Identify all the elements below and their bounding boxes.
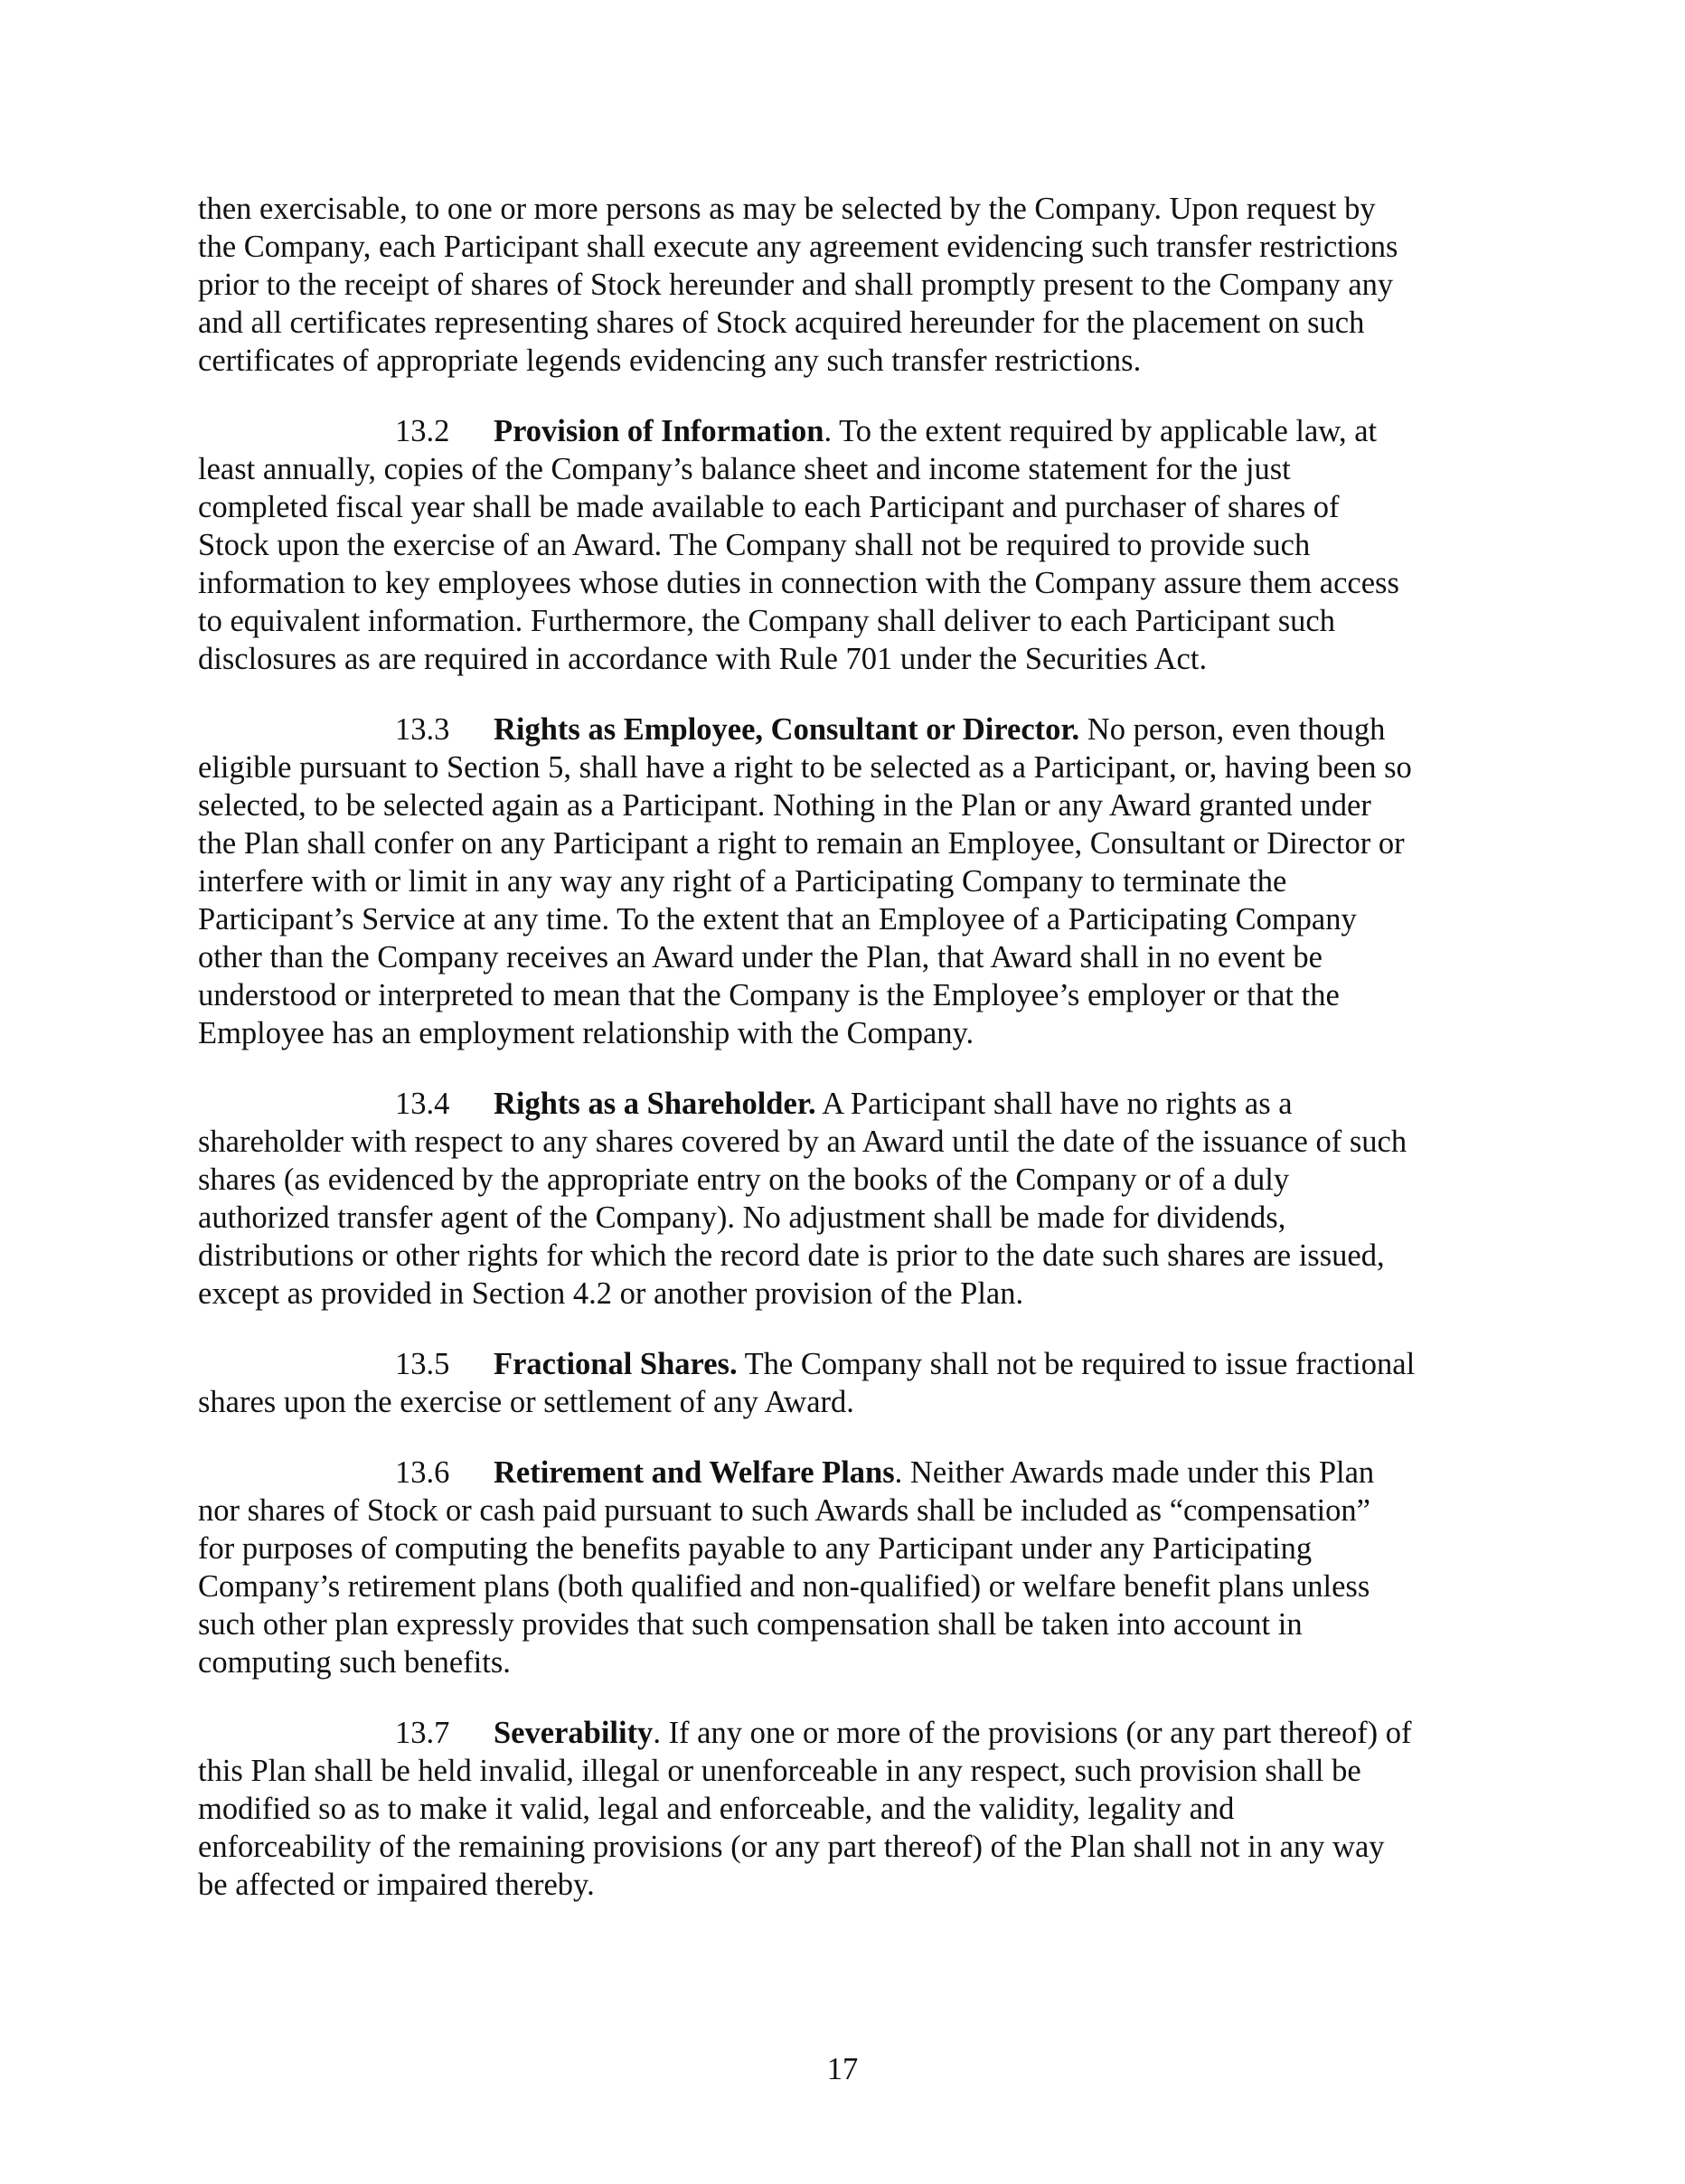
section-first-line	[198, 1085, 1491, 1123]
text-line: prior to the receipt of shares of Stock hereunder and shall promptly present to the Company any	[198, 268, 1394, 302]
text-line: modified so as to make it valid, legal and enforceable, and the validity, legality and	[198, 1792, 1235, 1826]
text-line: Employee has an employment relationship with the Company.	[198, 1016, 974, 1050]
text-line: enforceability of the remaining provisions (or any part thereof) of the Plan shall not in any way	[198, 1830, 1385, 1864]
section-number: 13.2	[395, 414, 450, 448]
text-line: distributions or other rights for which the record date is prior to the date such shares are issued,	[198, 1238, 1385, 1273]
text-line: understood or interpreted to mean that the Company is the Employee’s employer or that the	[198, 978, 1340, 1012]
text-line: selected, to be selected again as a Participant. Nothing in the Plan or any Award granted under	[198, 788, 1371, 823]
text-line: interfere with or limit in any way any right of a Participating Company to terminate the	[198, 864, 1287, 899]
section-number: 13.3	[395, 712, 450, 747]
text-line: and all certificates representing shares of Stock acquired hereunder for the placement on such	[198, 306, 1365, 340]
text-line: such other plan expressly provides that such compensation shall be taken into account in	[198, 1607, 1303, 1642]
text-line: Company’s retirement plans (both qualified and non-qualified) or welfare benefit plans unless	[198, 1569, 1370, 1604]
continuation-paragraph	[198, 190, 1491, 380]
text-line: this Plan shall be held invalid, illegal or unenforceable in any respect, such provision shall be	[198, 1754, 1361, 1788]
text-line: except as provided in Section 4.2 or another provision of the Plan.	[198, 1276, 1024, 1311]
text-line: shareholder with respect to any shares covered by an Award until the date of the issuance of such	[198, 1125, 1407, 1159]
text-line: then exercisable, to one or more persons as may be selected by the Company. Upon request by	[198, 192, 1376, 226]
section-13-5	[198, 1345, 1491, 1421]
section-first-line-text: The Company shall not be required to issue fractional	[737, 1347, 1416, 1381]
section-13-2	[198, 412, 1491, 678]
text-line: completed fiscal year shall be made available to each Participant and purchaser of shares of	[198, 490, 1340, 524]
text-line: shares (as evidenced by the appropriate entry on the books of the Company or of a duly	[198, 1163, 1290, 1197]
section-heading: Retirement and Welfare Plans	[494, 1455, 895, 1490]
section-heading: Fractional Shares.	[494, 1347, 738, 1381]
text-line: disclosures as are required in accordance with Rule 701 under the Securities Act.	[198, 642, 1208, 676]
text-line: the Company, each Participant shall execute any agreement evidencing such transfer restrictions	[198, 230, 1398, 264]
page-number: 17	[826, 2052, 859, 2086]
section-heading: Provision of Information	[494, 414, 824, 448]
text-line: other than the Company receives an Award under the Plan, that Award shall in no event be	[198, 940, 1323, 974]
section-first-line-text: . Neither Awards made under this Plan	[894, 1455, 1375, 1490]
section-heading: Rights as Employee, Consultant or Director.	[494, 712, 1080, 747]
text-line: Stock upon the exercise of an Award. The Company shall not be required to provide such	[198, 528, 1311, 562]
text-line: for purposes of computing the benefits payable to any Participant under any Participating	[198, 1531, 1313, 1566]
section-first-line	[198, 412, 1491, 450]
text-line: computing such benefits.	[198, 1645, 511, 1680]
section-13-4	[198, 1085, 1491, 1313]
text-line: authorized transfer agent of the Company). No adjustment shall be made for dividends,	[198, 1200, 1286, 1235]
text-line: information to key employees whose duties in connection with the Company assure them access	[198, 566, 1399, 600]
section-first-line	[198, 1714, 1491, 1752]
text-line: to equivalent information. Furthermore, the Company shall deliver to each Participant such	[198, 604, 1335, 638]
section-number: 13.7	[395, 1716, 450, 1750]
section-heading: Rights as a Shareholder.	[494, 1087, 816, 1121]
section-first-line-text: No person, even though	[1079, 712, 1386, 747]
section-first-line	[198, 1454, 1491, 1492]
section-number: 13.6	[395, 1455, 450, 1490]
section-13-7	[198, 1714, 1491, 1904]
section-first-line-text: A Participant shall have no rights as a	[815, 1087, 1293, 1121]
text-line: nor shares of Stock or cash paid pursuant to such Awards shall be included as “compensation”	[198, 1493, 1370, 1528]
section-number: 13.5	[395, 1347, 450, 1381]
section-first-line-text: . If any one or more of the provisions (or any part thereof) of	[653, 1716, 1412, 1750]
section-heading: Severability	[494, 1716, 654, 1750]
section-first-line	[198, 1345, 1491, 1383]
document-body	[198, 190, 1491, 1936]
text-line: least annually, copies of the Company’s balance sheet and income statement for the just	[198, 452, 1291, 486]
text-line: the Plan shall confer on any Participant a right to remain an Employee, Consultant or Director or	[198, 826, 1405, 861]
text-line: certificates of appropriate legends evidencing any such transfer restrictions.	[198, 344, 1142, 378]
section-13-3	[198, 711, 1491, 1052]
text-line: eligible pursuant to Section 5, shall have a right to be selected as a Participant, or, having been so	[198, 750, 1412, 785]
text-line: be affected or impaired thereby.	[198, 1868, 595, 1902]
text-line: Participant’s Service at any time. To the extent that an Employee of a Participating Company	[198, 902, 1357, 937]
text-line: shares upon the exercise or settlement of any Award.	[198, 1385, 854, 1419]
section-number: 13.4	[395, 1087, 450, 1121]
section-first-line-text: . To the extent required by applicable law, at	[824, 414, 1378, 448]
section-first-line	[198, 711, 1491, 748]
section-13-6	[198, 1454, 1491, 1681]
